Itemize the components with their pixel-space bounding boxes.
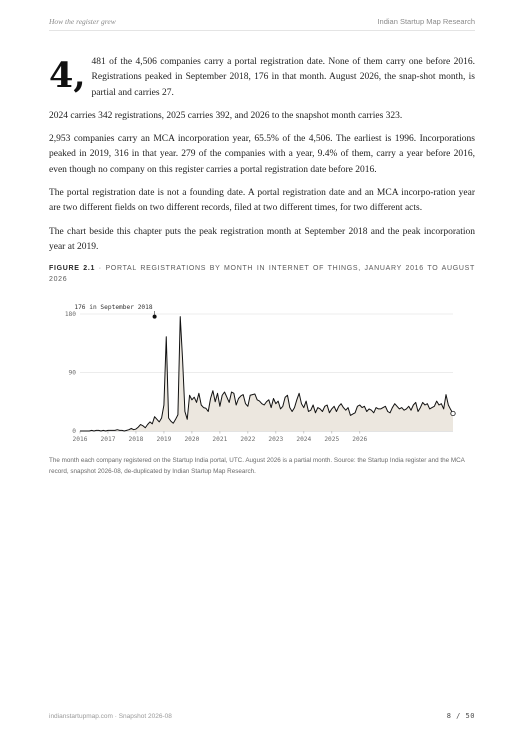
x-tick-label: 2024	[296, 436, 312, 443]
footer-site: indianstartupmap.com · Snapshot 2026-08	[49, 713, 172, 720]
peak-annotation: 176 in September 2018	[74, 304, 153, 311]
x-tick-label: 2022	[240, 436, 256, 443]
paragraph-2: 2024 carries 342 registrations, 2025 carries 392, and 2026 to the snapshot month carries 323.	[49, 110, 403, 121]
x-tick-label: 2016	[72, 436, 88, 443]
figure-number: FIGURE 2.1	[49, 265, 96, 273]
x-tick-label: 2020	[184, 436, 200, 443]
paragraph-1-text: 481 of the 4,506 companies carry a portal registration date. None of them carry one before 2016. Registrations peaked in September 2018, 176 in that month. August 2026, the snap-shot month, is partial and carries 27.	[91, 57, 475, 98]
paragraph-3: 2,953 companies carry an MCA incorporation year, 65.5% of the 4,506. The earliest is 1996. Incorporations peaked in 2019, 316 in that year. 279 of the companies with a year, 9.4% of them, carry a year before 2016, even though no company on this register carries a portal registration date before 2016.	[49, 134, 475, 175]
y-tick-label: 90	[68, 369, 76, 377]
peak-marker	[153, 315, 157, 319]
figure-caption	[49, 263, 475, 285]
y-tick-label: 180	[64, 311, 76, 318]
x-tick-label: 2023	[268, 436, 284, 443]
running-head-publication: Indian Startup Map Research	[377, 17, 475, 26]
x-tick-label: 2019	[156, 436, 172, 443]
drop-cap: 4,	[49, 55, 86, 96]
paragraph-5: The chart beside this chapter puts the peak registration month at September 2018 and the peak incorporation year at 2019.	[49, 226, 475, 252]
header-rule	[49, 30, 475, 31]
chart-svg	[49, 300, 475, 450]
body-text	[49, 55, 475, 285]
figure-source-note: The month each company registered on the Startup India portal, UTC. August 2026 is a partial month. Source: the Startup India register and the MCA record, snapshot 2026-08, de-duplicated by Indian Startup Map Research.	[49, 457, 465, 475]
x-tick-label: 2018	[128, 436, 144, 443]
running-head-chapter: How the register grew	[49, 17, 116, 26]
x-tick-label: 2025	[324, 436, 340, 443]
paragraph-4: The portal registration date is not a founding date. A portal registration date and an MCA incorpo-ration year are two different fields on two different records, filed at two different times, for two different acts.	[49, 188, 475, 214]
x-tick-label: 2026	[352, 436, 368, 443]
registrations-chart	[49, 300, 475, 450]
x-tick-label: 2021	[212, 436, 228, 443]
page-number: 8 / 50	[446, 712, 475, 720]
y-tick-label: 0	[72, 428, 76, 435]
x-tick-label: 2017	[100, 436, 116, 443]
paragraph-1	[49, 55, 475, 101]
partial-month-marker	[451, 411, 455, 415]
figure-title: PORTAL REGISTRATIONS BY MONTH IN INTERNET OF THINGS, JANUARY 2016 TO AUGUST 2026	[49, 265, 475, 284]
series-area	[80, 317, 453, 431]
figure-separator: ·	[98, 265, 102, 273]
